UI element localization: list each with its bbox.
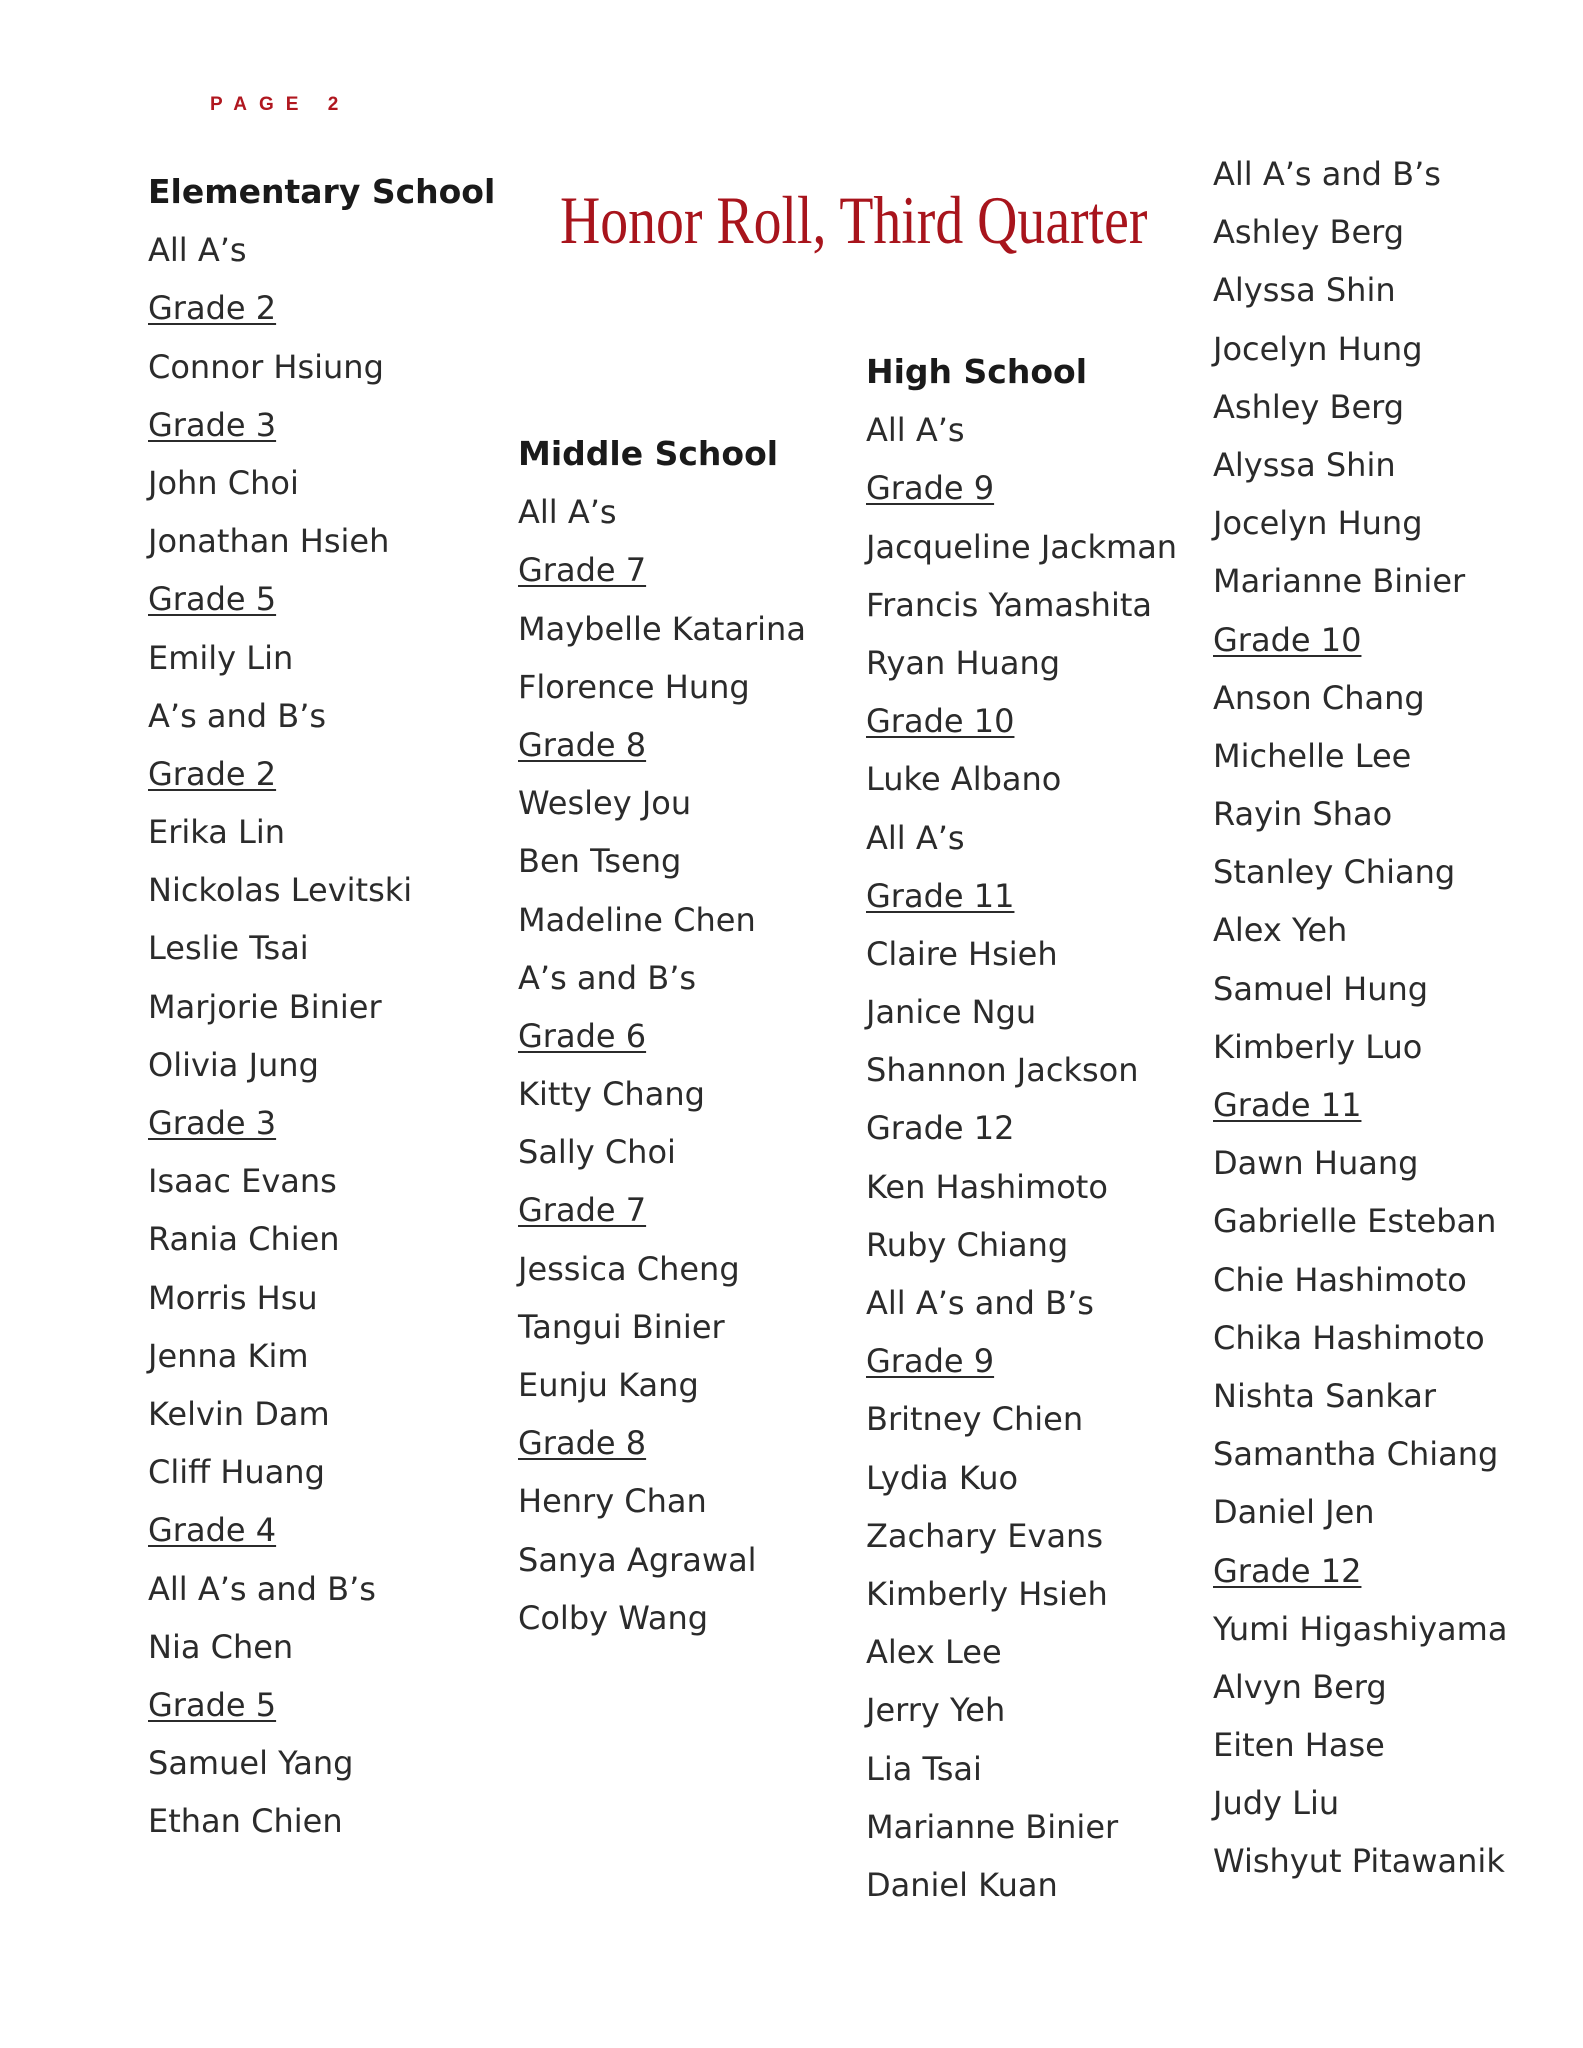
list-item: Connor Hsiung: [148, 347, 384, 386]
list-item: Wesley Jou: [518, 784, 692, 823]
list-item: Kitty Chang: [518, 1075, 705, 1114]
list-item: Samuel Yang: [148, 1744, 354, 1783]
list-item: Francis Yamashita: [866, 585, 1152, 624]
list-item: Ashley Berg: [1213, 387, 1405, 426]
list-item: All A’s and B’s: [1213, 155, 1441, 193]
grade-heading: Grade 5: [148, 1685, 277, 1724]
list-item: Cliff Huang: [148, 1453, 325, 1492]
list-item: Kimberly Luo: [1213, 1027, 1423, 1066]
list-item: Jacqueline Jackman: [866, 527, 1178, 566]
list-item: Shannon Jackson: [866, 1051, 1139, 1090]
list-item: Olivia Jung: [148, 1045, 319, 1084]
grade-heading: Grade 9: [866, 469, 995, 508]
list-item: Jenna Kim: [148, 1336, 309, 1375]
high-school-column: [866, 343, 1246, 1914]
list-item: Yumi Higashiyama: [1213, 1609, 1508, 1648]
list-item: Jerry Yeh: [866, 1691, 1006, 1730]
list-item: Marianne Binier: [1213, 562, 1466, 601]
list-item: Michelle Lee: [1213, 736, 1412, 775]
list-item: Alvyn Berg: [1213, 1667, 1387, 1706]
list-item: Wishyut Pitawanik: [1213, 1842, 1505, 1881]
list-item: Alex Yeh: [1213, 911, 1348, 950]
list-item: Nia Chen: [148, 1627, 294, 1666]
list-item: Kelvin Dam: [148, 1394, 330, 1433]
list-item: Kimberly Hsieh: [866, 1574, 1108, 1613]
list-item: Florence Hung: [518, 667, 750, 706]
list-item: Colby Wang: [518, 1598, 709, 1637]
list-item: All A’s and B’s: [148, 1569, 376, 1608]
grade-heading: Grade 8: [518, 725, 647, 764]
page-number-label: PAGE 2: [210, 94, 351, 115]
list-item: Daniel Jen: [1213, 1493, 1375, 1532]
grade-heading: Grade 4: [148, 1511, 277, 1550]
list-item: Madeline Chen: [518, 900, 756, 939]
list-item: Ashley Berg: [1213, 213, 1405, 252]
list-item: Samuel Hung: [1213, 969, 1429, 1008]
grade-heading: Grade 6: [518, 1016, 647, 1055]
list-item: Marianne Binier: [866, 1807, 1119, 1846]
elementary-school-column: [148, 163, 528, 1850]
list-item: Lydia Kuo: [866, 1458, 1019, 1497]
list-item: All A’s: [866, 818, 965, 857]
list-item: Rayin Shao: [1213, 795, 1393, 834]
list-item: Ruby Chiang: [866, 1225, 1069, 1264]
grade-heading: Grade 7: [518, 551, 647, 590]
list-item: Jocelyn Hung: [1213, 329, 1423, 368]
list-item: All A’s and B’s: [866, 1284, 1094, 1322]
list-item: Rania Chien: [148, 1220, 340, 1259]
list-item: Janice Ngu: [866, 993, 1037, 1032]
list-item: Erika Lin: [148, 813, 286, 852]
list-item: Tangui Binier: [518, 1307, 725, 1346]
list-item: Henry Chan: [518, 1482, 707, 1521]
list-item: Alyssa Shin: [1213, 445, 1396, 484]
list-item: Judy Liu: [1213, 1784, 1340, 1823]
list-item: Ken Hashimoto: [866, 1167, 1108, 1206]
grade-heading: Grade 3: [148, 1104, 277, 1142]
grade-heading: Grade 8: [518, 1424, 647, 1463]
list-item: Maybelle Katarina: [518, 609, 806, 648]
section-heading: Middle School: [518, 434, 779, 473]
section-heading: High School: [866, 352, 1088, 391]
list-item: Chie Hashimoto: [1213, 1260, 1467, 1299]
grade-heading: Grade 10: [866, 702, 1015, 741]
list-item: Britney Chien: [866, 1400, 1084, 1439]
grade-heading: Grade 3: [148, 405, 277, 444]
list-item: Grade 12: [866, 1109, 1015, 1148]
list-item: Zachary Evans: [866, 1516, 1103, 1555]
list-item: All A’s: [518, 493, 617, 532]
list-item: Marjorie Binier: [148, 987, 382, 1026]
list-item: Claire Hsieh: [866, 934, 1058, 973]
list-item: Nishta Sankar: [1213, 1376, 1437, 1415]
grade-heading: Grade 9: [866, 1342, 995, 1381]
list-item: Luke Albano: [866, 760, 1062, 799]
list-item: Jonathan Hsieh: [148, 522, 390, 561]
grade-heading: Grade 7: [518, 1191, 647, 1230]
list-item: John Choi: [148, 463, 299, 502]
list-item: Stanley Chiang: [1213, 853, 1456, 892]
grade-heading: Grade 11: [866, 876, 1015, 915]
list-item: Ethan Chien: [148, 1802, 343, 1841]
list-item: Alex Lee: [866, 1633, 1002, 1672]
list-item: Emily Lin: [148, 638, 294, 677]
list-item: Sally Choi: [518, 1133, 676, 1172]
grade-heading: Grade 11: [1213, 1086, 1362, 1124]
list-item: Leslie Tsai: [148, 929, 309, 968]
grade-heading: Grade 12: [1213, 1551, 1362, 1590]
list-item: Eiten Hase: [1213, 1726, 1385, 1765]
list-item: A’s and B’s: [148, 696, 327, 735]
grade-heading: Grade 10: [1213, 620, 1362, 659]
list-item: Ben Tseng: [518, 842, 682, 881]
list-item: Lia Tsai: [866, 1749, 982, 1788]
list-item: Chika Hashimoto: [1213, 1318, 1485, 1357]
list-item: Morris Hsu: [148, 1278, 318, 1317]
grade-heading: Grade 2: [148, 289, 277, 328]
list-item: A’s and B’s: [518, 958, 697, 997]
list-item: Eunju Kang: [518, 1366, 699, 1404]
document-title: Honor Roll, Third Quarter: [560, 182, 1148, 258]
list-item: Gabrielle Esteban: [1213, 1202, 1497, 1241]
list-item: All A’s: [866, 411, 965, 450]
middle-school-column: [518, 425, 898, 1647]
list-item: Ryan Huang: [866, 643, 1061, 682]
list-item: Daniel Kuan: [866, 1865, 1058, 1904]
section-heading: Elementary School: [148, 172, 496, 211]
list-item: All A’s: [148, 231, 247, 270]
list-item: Samantha Chiang: [1213, 1435, 1499, 1474]
list-item: Nickolas Levitski: [148, 871, 413, 910]
list-item: Dawn Huang: [1213, 1144, 1419, 1183]
list-item: Jocelyn Hung: [1213, 504, 1423, 543]
grade-heading: Grade 2: [148, 754, 277, 793]
list-item: Isaac Evans: [148, 1162, 337, 1201]
list-item: Sanya Agrawal: [518, 1540, 757, 1579]
list-item: Alyssa Shin: [1213, 271, 1396, 310]
list-item: Anson Chang: [1213, 678, 1425, 717]
list-item: Jessica Cheng: [518, 1249, 740, 1288]
high-school-continued-column: [1213, 145, 1583, 1891]
grade-heading: Grade 5: [148, 580, 277, 619]
